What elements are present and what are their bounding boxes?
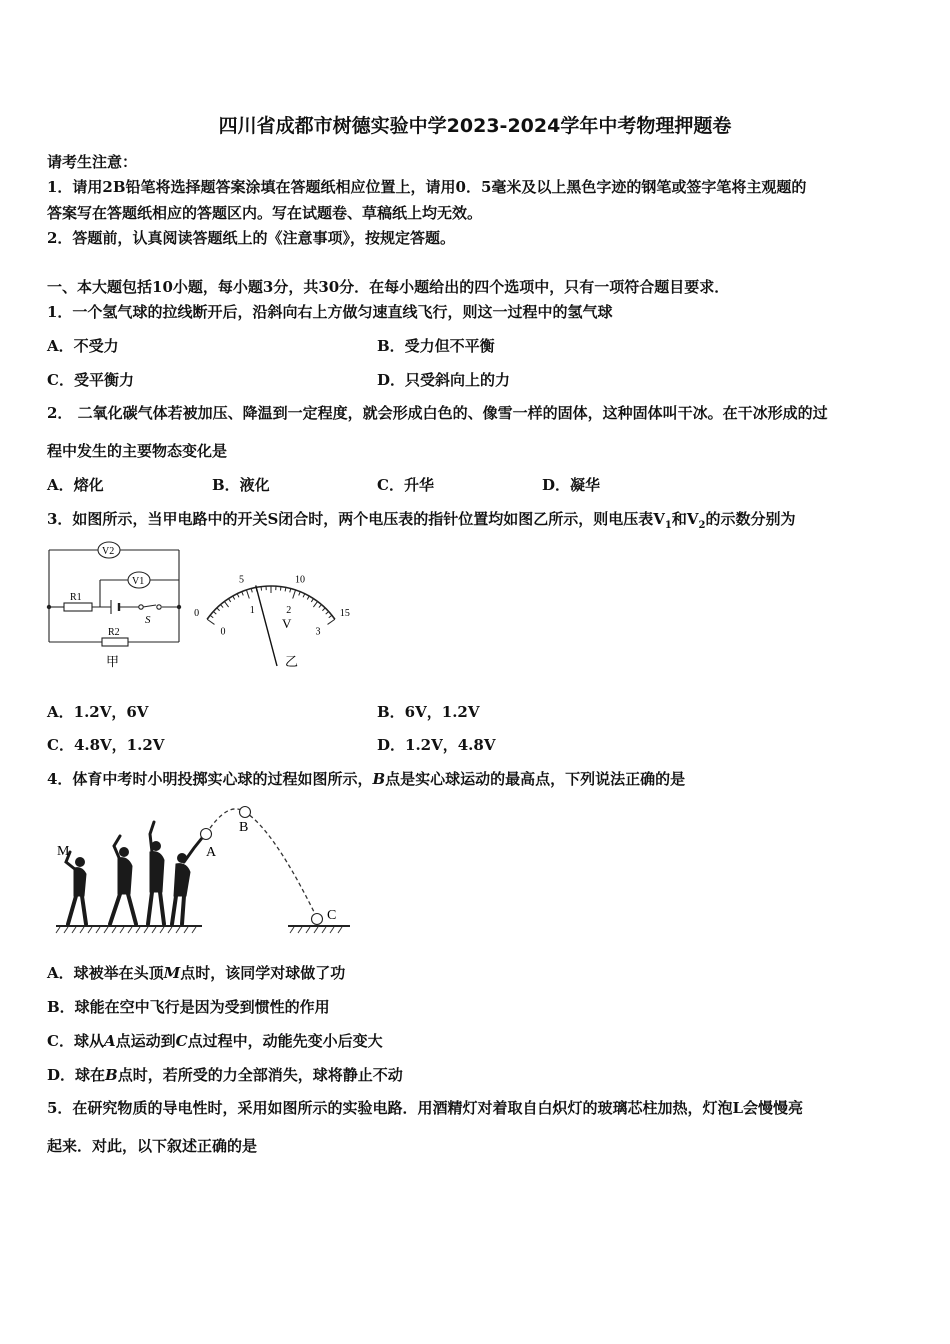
ball-at-c-icon (312, 914, 323, 925)
q4-option-a (47, 963, 345, 983)
point-a-label: A (206, 845, 217, 860)
dial-tick (251, 589, 252, 593)
ball-at-a-icon (201, 829, 212, 840)
dial-tick (224, 601, 228, 607)
q4-stem (47, 769, 685, 789)
q4-option-a-point-m: M (163, 964, 181, 982)
q3-stem (47, 509, 796, 536)
dial-tick (242, 592, 243, 596)
ball-at-b-icon (240, 807, 251, 818)
dial-tick (319, 605, 322, 608)
paper-title: 四川省成都市树德实验中学2023-2024学年中考物理押题卷 (218, 115, 732, 137)
switch-label: S (145, 614, 151, 626)
dial-top-tick-15: 15 (339, 607, 350, 619)
dial-tick (293, 590, 296, 599)
dial-unit: V (282, 616, 292, 631)
dial-bottom-tick-0: 0 (220, 626, 226, 638)
q3-option-a: A．1.2V，6V (47, 703, 149, 721)
ball-trajectory (206, 809, 317, 918)
q4-stem-pre: 4．体育中考时小明投掷实心球的过程如图所示， (47, 770, 373, 788)
figure-yi-caption: 乙 (285, 654, 299, 669)
dial-tick (307, 596, 309, 599)
dial-top-tick-5: 5 (239, 574, 245, 586)
dial-tick (229, 599, 231, 602)
dial-tick (299, 592, 300, 596)
q3-stem-sub-2: 2 (698, 520, 706, 531)
athlete-figure-1 (66, 852, 86, 924)
q1-option-a: A．不受力 (47, 337, 119, 355)
q4-option-c-mid: 点运动到 (115, 1032, 176, 1050)
r2-label: R2 (108, 627, 120, 638)
r1-label: R1 (70, 592, 82, 603)
v1-label: V1 (132, 576, 145, 587)
q3-voltmeter-dial (196, 546, 380, 670)
dial-tick (311, 599, 313, 602)
notice-item-1-line-2: 答案写在答题纸相应的答题区内。写在试题卷、草稿纸上均无效。 (47, 204, 483, 222)
notice-item-2: 2．答题前，认真阅读答题纸上的《注意事项》，按规定答题。 (47, 229, 455, 247)
dial-tick (328, 619, 335, 624)
q1-stem: 1．一个氢气球的拉线断开后，沿斜向右上方做匀速直线飞行，则这一过程中的氢气球 (47, 303, 613, 321)
q4-option-d-pre: D．球在 (47, 1066, 106, 1084)
dial-tick (326, 611, 329, 614)
q4-option-d-point-b: B (105, 1066, 118, 1084)
dial-tick (217, 608, 220, 611)
resistor-r1-icon (64, 603, 92, 611)
resistor-r2-icon (102, 638, 128, 646)
q3-circuit-diagram (44, 536, 186, 671)
dial-tick (313, 601, 317, 607)
dial-bottom-tick-2: 2 (286, 604, 292, 616)
dial-tick (280, 587, 281, 591)
switch-terminal-right (157, 605, 161, 609)
q4-option-b: B．球能在空中飞行是因为受到惯性的作用 (47, 998, 330, 1016)
q2-option-c: C．升华 (377, 476, 434, 494)
q3-stem-mid: 和V (671, 510, 699, 528)
point-m-label: M (57, 844, 70, 859)
dial-top-tick-10: 10 (294, 574, 305, 586)
q4-option-d (47, 1065, 403, 1085)
dial-tick (207, 619, 214, 624)
athlete-figure-2 (110, 836, 136, 924)
q4-option-c-post: 点过程中，动能先变小后变大 (187, 1032, 383, 1050)
q5-stem-line-1: 5．在研究物质的导电性时，采用如图所示的实验电路．用酒精灯对着取自白炽灯的玻璃芯柱加热，灯泡L会慢慢亮 (47, 1099, 803, 1117)
q1-option-c: C．受平衡力 (47, 371, 134, 389)
dial-tick (213, 611, 216, 614)
q4-throw-diagram (52, 800, 354, 940)
q1-option-b: B．受力但不平衡 (377, 337, 495, 355)
ground-hatching (56, 927, 342, 933)
dial-tick (303, 594, 305, 598)
dial-tick (329, 615, 332, 617)
q4-option-a-post: 点时，该同学对球做了功 (180, 964, 346, 982)
dial-tick (322, 608, 325, 611)
notice-item-1-line-1: 1．请用2B铅笔将选择题答案涂填在答题纸相应位置上，请用0．5毫米及以上黑色字迹的钢笔或签字笔将主观题的 (47, 178, 807, 196)
dial-bottom-tick-1: 1 (249, 604, 255, 616)
q3-stem-post: 的示数分别为 (705, 510, 796, 528)
q3-option-d: D．1.2V，4.8V (377, 736, 496, 754)
point-b-label: B (239, 820, 249, 835)
q2-option-a: A．熔化 (47, 476, 104, 494)
q4-stem-post: 点是实心球运动的最高点，下列说法正确的是 (385, 770, 686, 788)
v2-label: V2 (102, 546, 115, 557)
q4-option-c-point-c: C (175, 1032, 188, 1050)
dial-tick (221, 605, 224, 608)
dial-tick (237, 594, 239, 598)
dial-needle (256, 585, 277, 666)
q4-option-d-post: 点时，若所受的力全部消失，球将静止不动 (117, 1066, 403, 1084)
q4-option-c (47, 1031, 383, 1051)
athlete-figure-4 (172, 838, 202, 924)
switch-terminal-left (139, 605, 143, 609)
q3-option-b: B．6V，1.2V (377, 703, 480, 721)
q5-stem-line-2: 起来．对此，以下叙述正确的是 (47, 1137, 258, 1155)
q4-option-c-point-a: A (103, 1032, 116, 1050)
q4-stem-point-b: B (372, 770, 386, 788)
q2-stem-line-2: 程中发生的主要物态变化是 (47, 442, 228, 460)
section-1-heading: 一、本大题包括10小题，每小题3分，共30分．在每小题给出的四个选项中，只有一项符合题目要求． (47, 278, 730, 296)
athlete-figure-3 (148, 822, 164, 924)
dial-top-tick-0: 0 (194, 607, 200, 619)
q4-option-a-pre: A．球被举在头顶 (47, 964, 164, 982)
dial-tick (290, 589, 291, 593)
q3-stem-sub-1: 1 (664, 520, 672, 531)
dial-tick (233, 596, 235, 599)
q4-option-c-pre: C．球从 (47, 1032, 104, 1050)
q2-stem-line-1: 2． 二氧化碳气体若被加压、降温到一定程度，就会形成白色的、像雪一样的固体，这种固体叫干冰。在干冰形成的过 (47, 404, 828, 422)
q3-option-c: C．4.8V，1.2V (47, 736, 165, 754)
q3-stem-pre: 3．如图所示，当甲电路中的开关S闭合时，两个电压表的指针位置均如图乙所示，则电压表V (47, 510, 665, 528)
q2-option-d: D．凝华 (542, 476, 601, 494)
dial-tick (246, 590, 249, 599)
point-c-label: C (327, 908, 337, 923)
q2-option-b: B．液化 (212, 476, 270, 494)
q1-option-d: D．只受斜向上的力 (377, 371, 511, 389)
dial-tick (261, 587, 262, 591)
figure-jia-caption: 甲 (106, 654, 120, 669)
dial-tick (210, 615, 213, 617)
dial-bottom-tick-3: 3 (315, 626, 321, 638)
notice-heading: 请考生注意： (47, 153, 138, 171)
